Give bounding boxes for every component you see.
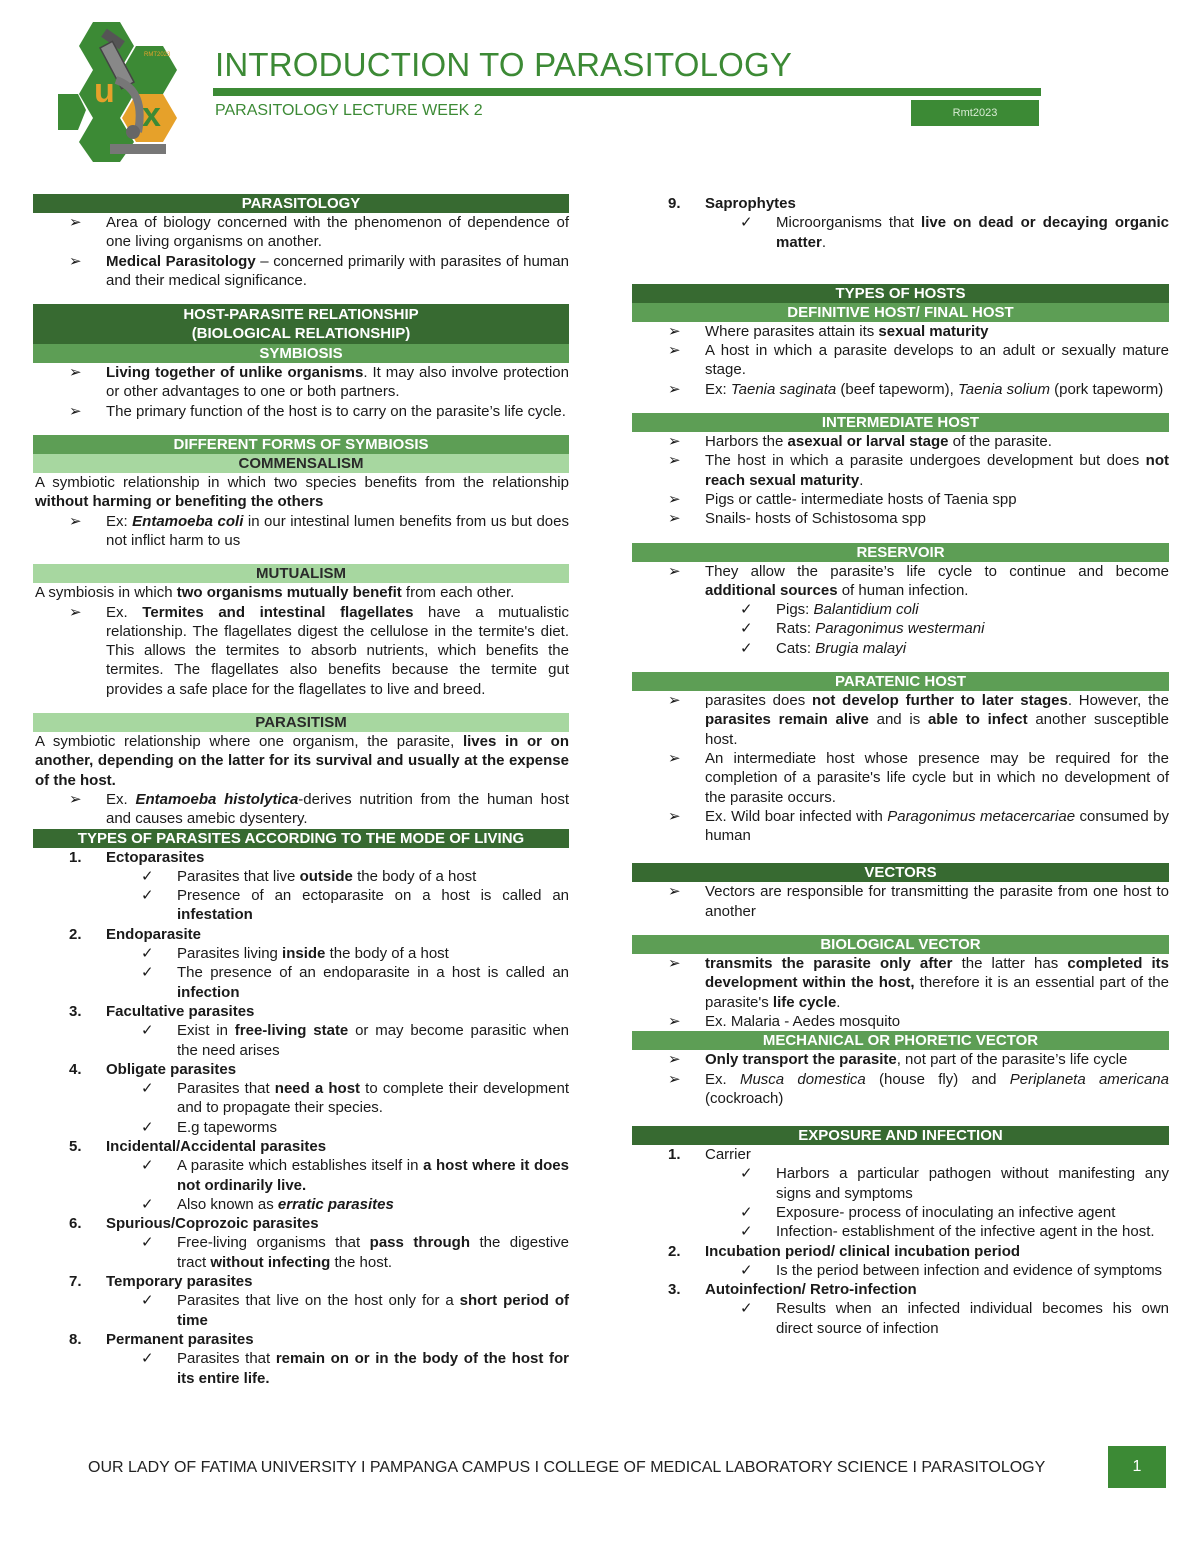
section-heading-exposure-infection: EXPOSURE AND INFECTION — [632, 1126, 1169, 1145]
paragraph: A symbiosis in which two organisms mutually benefit from each other. — [35, 584, 515, 602]
check-item: ✓ The presence of an endoparasite in a host is called an infection — [141, 964, 569, 1001]
page-subtitle: PARASITOLOGY LECTURE WEEK 2 — [215, 102, 483, 119]
check-item: ✓ A parasite which establishes itself in a host where it does not ordinarily live. — [141, 1157, 569, 1194]
check-item: ✓ Exist in free-living state or may become parasitic when the need arises — [141, 1022, 570, 1059]
list-item: ➢ Living together of unlike organisms. It may also involve protection or other advantages to one or both partners. — [69, 364, 569, 401]
subheading-intermediate-host: INTERMEDIATE HOST — [632, 413, 1169, 432]
subheading-definitive-host: DEFINITIVE HOST/ FINAL HOST — [632, 303, 1169, 322]
numbered-item: 3. Facultative parasites — [69, 1002, 255, 1020]
paragraph: A symbiotic relationship in which two species benefits from the relationship without harming or benefiting the others — [35, 474, 569, 511]
numbered-item: 6. Spurious/Coprozoic parasites — [69, 1215, 319, 1233]
list-item: ➢ Ex. Malaria - Aedes mosquito — [668, 1012, 901, 1030]
check-item: ✓ Parasites that need a host to complete their development and to propagate their species. — [141, 1080, 569, 1117]
list-item: ➢ Ex: Taenia saginata (beef tapeworm), Taenia solium (pork tapeworm) — [668, 380, 1164, 398]
list-item: ➢ parasites does not develop further to later stages. However, the parasites remain alive and is able to infect another susceptible host. — [668, 692, 1169, 748]
numbered-item: 1. Carrier — [668, 1146, 751, 1164]
numbered-item: 5. Incidental/Accidental parasites — [69, 1137, 327, 1155]
section-heading-parasitology: PARASITOLOGY — [33, 194, 569, 213]
subheading-reservoir: RESERVOIR — [632, 543, 1169, 562]
check-item: ✓ Parasites that live on the host only for a short period of time — [141, 1292, 569, 1329]
list-item: ➢ Medical Parasitology – concerned primarily with parasites of human and their medical significance. — [69, 252, 569, 289]
check-item: ✓ Parasites living inside the body of a host — [141, 945, 449, 963]
list-item: ➢ Vectors are responsible for transmitting the parasite from one host to another — [668, 883, 1169, 920]
section-heading-types-of-hosts: TYPES OF HOSTS — [632, 284, 1169, 303]
list-item: ➢ Only transport the parasite, not part of the parasite’s life cycle — [668, 1051, 1128, 1069]
list-item: ➢ transmits the parasite only after the latter has completed its development within the host, therefore it is an essential part of the parasite's life cycle. — [668, 955, 1170, 1011]
check-item: ✓ Exposure- process of inoculating an infective agent — [740, 1203, 1116, 1221]
check-item: ✓ Also known as erratic parasites — [141, 1195, 394, 1213]
subheading-paratenic-host: PARATENIC HOST — [632, 672, 1169, 691]
subheading-commensalism: COMMENSALISM — [33, 454, 569, 473]
numbered-item: 3. Autoinfection/ Retro-infection — [668, 1281, 917, 1299]
section-heading-host-parasite: HOST-PARASITE RELATIONSHIP (BIOLOGICAL RELATIONSHIP) — [33, 304, 569, 344]
list-item: ➢ Harbors the asexual or larval stage of the parasite. — [668, 433, 1052, 451]
list-item: ➢ Ex. Termites and intestinal flagellates have a mutualistic relationship. The flagellates digest the cellulose in the termite's diet. This allows the termites to absorb nutrients, which benefits the termites. The flagellates also benefits because the termite gut provides a safe place for the flagellates to live and breed. — [69, 603, 570, 698]
title-divider — [213, 88, 1041, 96]
check-item: ✓ Pigs: Balantidium coli — [740, 601, 919, 619]
check-item: ✓ E.g tapeworms — [141, 1118, 278, 1136]
list-item: ➢ An intermediate host whose presence may be required for the completion of a parasite's life cycle but in which no development of the parasite occurs. — [668, 749, 1169, 806]
subheading-mutualism: MUTUALISM — [33, 564, 569, 583]
check-item: ✓ Parasites that remain on or in the body of the host for its entire life. — [141, 1350, 569, 1387]
list-item: ➢ Ex. Musca domestica (house fly) and Periplaneta americana (cockroach) — [668, 1070, 1169, 1107]
logo-microscope-icon — [58, 20, 198, 162]
check-item: ✓ Rats: Paragonimus westermani — [740, 620, 985, 638]
subheading-mechanical-vector: MECHANICAL OR PHORETIC VECTOR — [632, 1031, 1169, 1050]
check-item: ✓ Results when an infected individual becomes his own direct source of infection — [740, 1300, 1169, 1337]
check-item: ✓ Microorganisms that live on dead or decaying organic matter. — [740, 214, 1169, 251]
list-item: ➢ Ex: Entamoeba coli in our intestinal lumen benefits from us but does not inflict harm to us — [69, 512, 569, 549]
list-item: ➢ Snails- hosts of Schistosoma spp — [668, 510, 926, 528]
footer-text: OUR LADY OF FATIMA UNIVERSITY I PAMPANGA CAMPUS I COLLEGE OF MEDICAL LABORATORY SCIENCE I PARASITOLOGY — [88, 1459, 1046, 1476]
numbered-item: 2. Incubation period/ clinical incubation period — [668, 1242, 1021, 1260]
numbered-item: 9. Saprophytes — [668, 195, 796, 212]
subheading-parasitism: PARASITISM — [33, 713, 569, 732]
subheading-symbiosis: SYMBIOSIS — [33, 344, 569, 363]
svg-text:x: x — [142, 96, 161, 134]
check-item: ✓ Free-living organisms that pass through the digestive tract without infecting the host. — [141, 1234, 569, 1271]
check-item: ✓ Presence of an ectoparasite on a host is called an infestation — [141, 887, 569, 924]
check-item: ✓ Infection- establishment of the infective agent in the host. — [740, 1223, 1155, 1241]
svg-text:u: u — [94, 72, 115, 110]
section-heading-vectors: VECTORS — [632, 863, 1169, 882]
subheading-biological-vector: BIOLOGICAL VECTOR — [632, 935, 1169, 954]
list-item: ➢ A host in which a parasite develops to an adult or sexually mature stage. — [668, 342, 1169, 379]
numbered-item: 2. Endoparasite — [69, 925, 202, 943]
check-item: ✓ Harbors a particular pathogen without manifesting any signs and symptoms — [740, 1165, 1169, 1202]
list-item: ➢ Ex. Wild boar infected with Paragonimus metacercariae consumed by human — [668, 807, 1169, 845]
section-heading-types-of-parasites: TYPES OF PARASITES ACCORDING TO THE MODE OF LIVING — [33, 829, 569, 848]
page-number: 1 — [1108, 1446, 1166, 1488]
list-item: ➢ They allow the parasite’s life cycle to continue and become additional sources of human infection. — [668, 562, 1169, 599]
numbered-item: 7. Temporary parasites — [69, 1273, 253, 1291]
list-item: ➢ The primary function of the host is to carry on the parasite’s life cycle. — [69, 402, 566, 420]
batch-tag: Rmt2023 — [911, 100, 1039, 126]
left-column — [33, 194, 569, 1388]
check-item: ✓ Cats: Brugia malayi — [740, 639, 907, 657]
section-heading-forms-of-symbiosis: DIFFERENT FORMS OF SYMBIOSIS — [33, 435, 569, 454]
check-item: ✓ Is the period between infection and evidence of symptoms — [740, 1261, 1163, 1279]
list-item: ➢ Area of biology concerned with the phenomenon of dependence of one living organisms on another. — [69, 214, 569, 251]
numbered-item: 4. Obligate parasites — [69, 1060, 237, 1078]
list-item: ➢ Pigs or cattle- intermediate hosts of Taenia spp — [668, 490, 1017, 508]
list-item: ➢ The host in which a parasite undergoes development but does not reach sexual maturity. — [668, 452, 1169, 489]
check-item: ✓ Parasites that live outside the body of a host — [141, 867, 477, 885]
list-item: ➢ Ex. Entamoeba histolytica-derives nutrition from the human host and causes amebic dysentery. — [69, 790, 569, 828]
svg-text:RMT2023: RMT2023 — [144, 52, 171, 58]
numbered-item: 8. Permanent parasites — [69, 1330, 254, 1348]
page-title: INTRODUCTION TO PARASITOLOGY — [215, 46, 793, 83]
paragraph: A symbiotic relationship where one organism, the parasite, lives in or on another, depending on the latter for its survival and usually at the expense of the host. — [35, 733, 569, 789]
right-column — [632, 194, 1169, 1338]
numbered-item: 1. Ectoparasites — [69, 848, 205, 866]
list-item: ➢ Where parasites attain its sexual maturity — [668, 322, 989, 340]
